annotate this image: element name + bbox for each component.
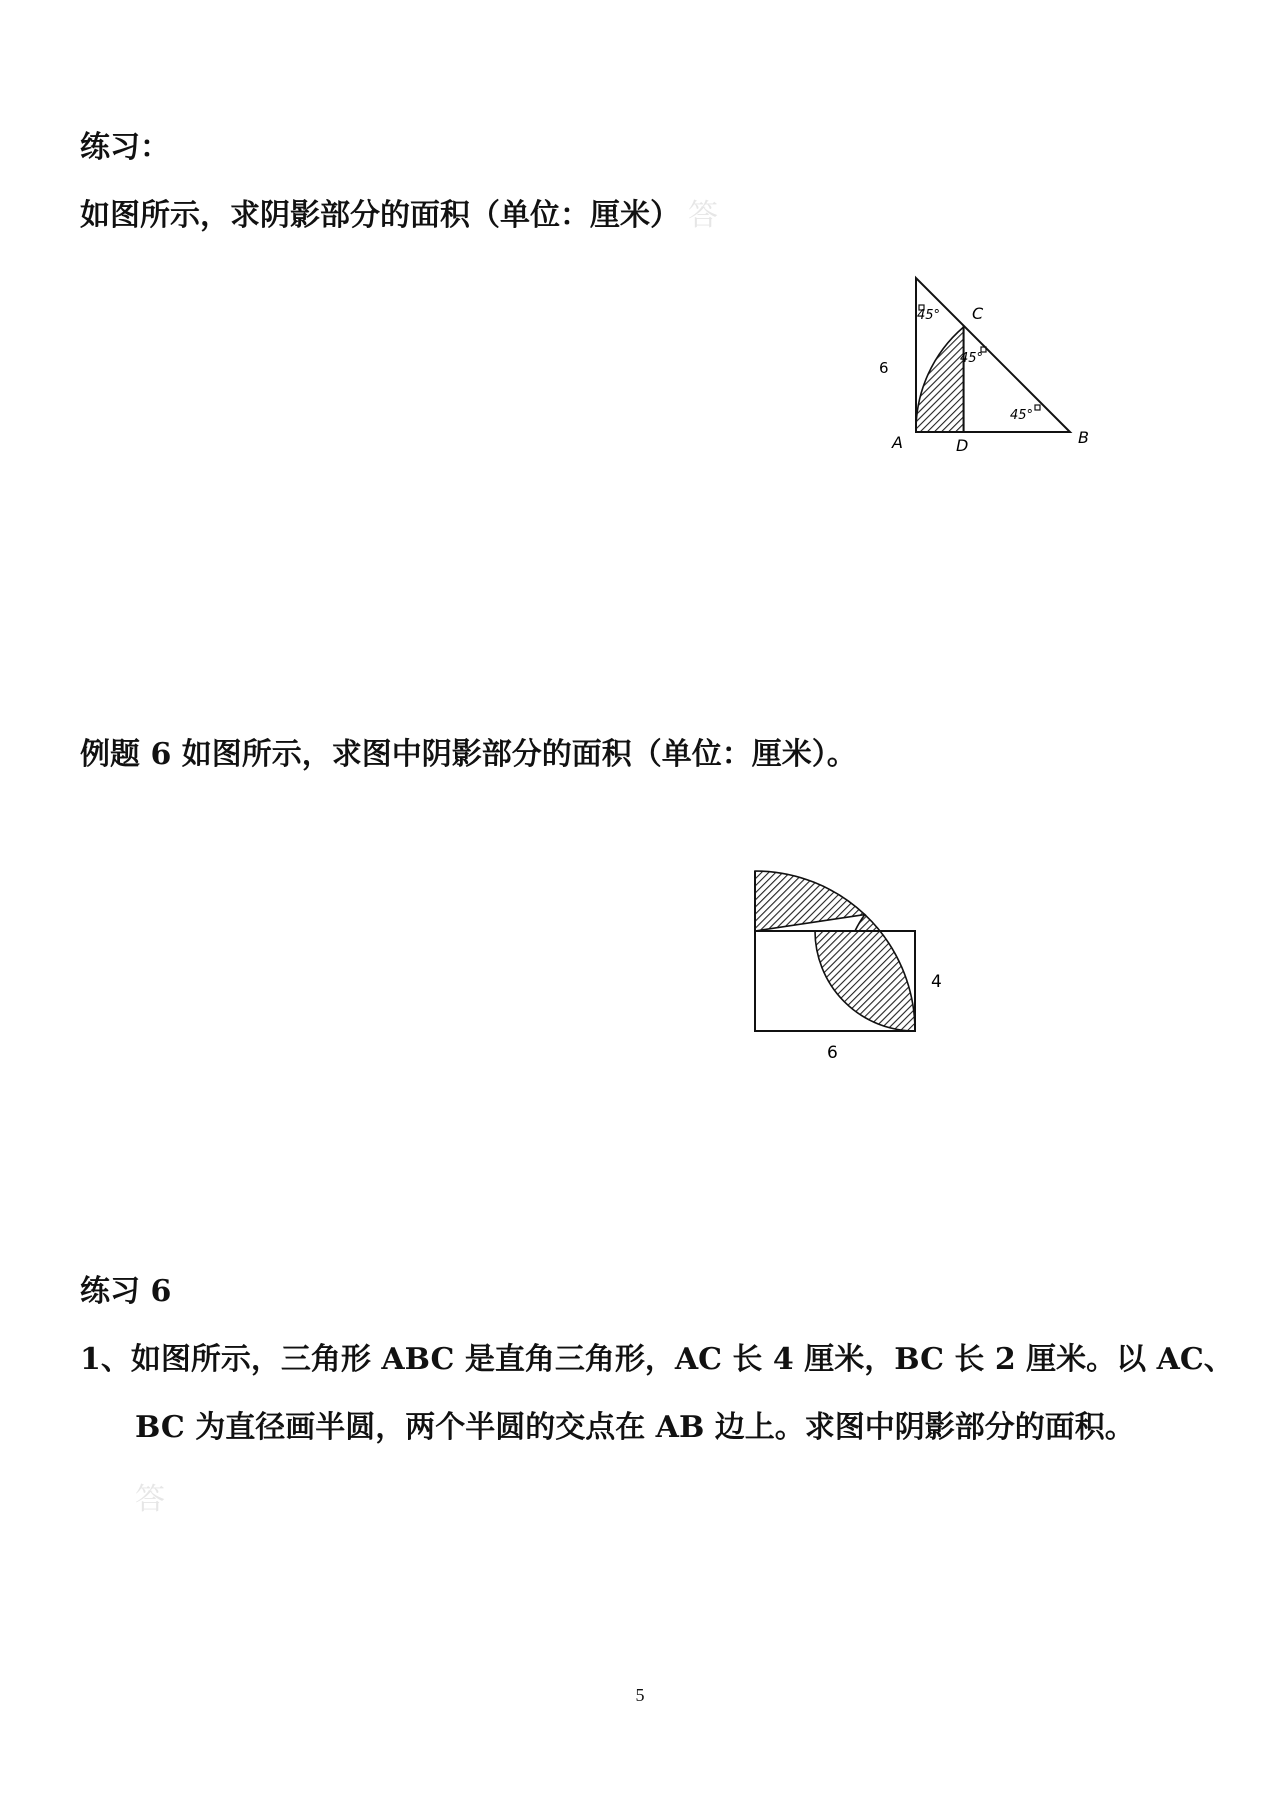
problem-line-1 <box>80 1340 1234 1380</box>
upper-shaded-region <box>755 871 865 931</box>
page-number: 5 <box>635 1685 645 1705</box>
practice-problem <box>80 196 718 236</box>
practice-heading: 练习： <box>80 130 170 165</box>
vertex-label-b: B <box>1078 428 1089 447</box>
example-6-text: 例题 6 如图所示，求图中阴影部分的面积（单位：厘米）。 <box>80 737 857 772</box>
angle-label-c: 45° <box>960 351 984 366</box>
side-label-ac: 6 <box>879 359 889 377</box>
width-label: 6 <box>827 1043 838 1063</box>
practice-6-heading: 练习 6 <box>80 1274 172 1309</box>
practice-6-answer-label: 答 <box>135 1482 165 1517</box>
problem-line-2: BC 为直径画半圆，两个半圆的交点在 AB 边上。求图中阴影部分的面积。 <box>135 1410 1135 1445</box>
rectangle-figure <box>745 860 985 1074</box>
triangle-shaded-region <box>916 327 964 432</box>
practice-answer-label: 答 <box>688 198 718 233</box>
lens-shaded-region <box>815 915 915 1031</box>
vertex-label-a: A <box>892 433 903 452</box>
problem-line-1-text: 如图所示，三角形 ABC 是直角三角形，AC 长 4 厘米，BC 长 2 厘米。以 AC、 <box>130 1342 1234 1377</box>
vertex-label-c: C <box>972 304 984 323</box>
practice-6-problem <box>80 1340 1234 1448</box>
angle-label-b: 45° <box>1010 408 1034 423</box>
angle-label-top: 45° <box>917 308 941 323</box>
height-label: 4 <box>931 972 942 992</box>
practice-problem-text: 如图所示，求阴影部分的面积（单位：厘米） <box>80 198 680 233</box>
triangle-figure <box>860 265 1100 469</box>
vertex-label-d: D <box>956 436 969 455</box>
problem-number: 1、 <box>80 1342 131 1377</box>
